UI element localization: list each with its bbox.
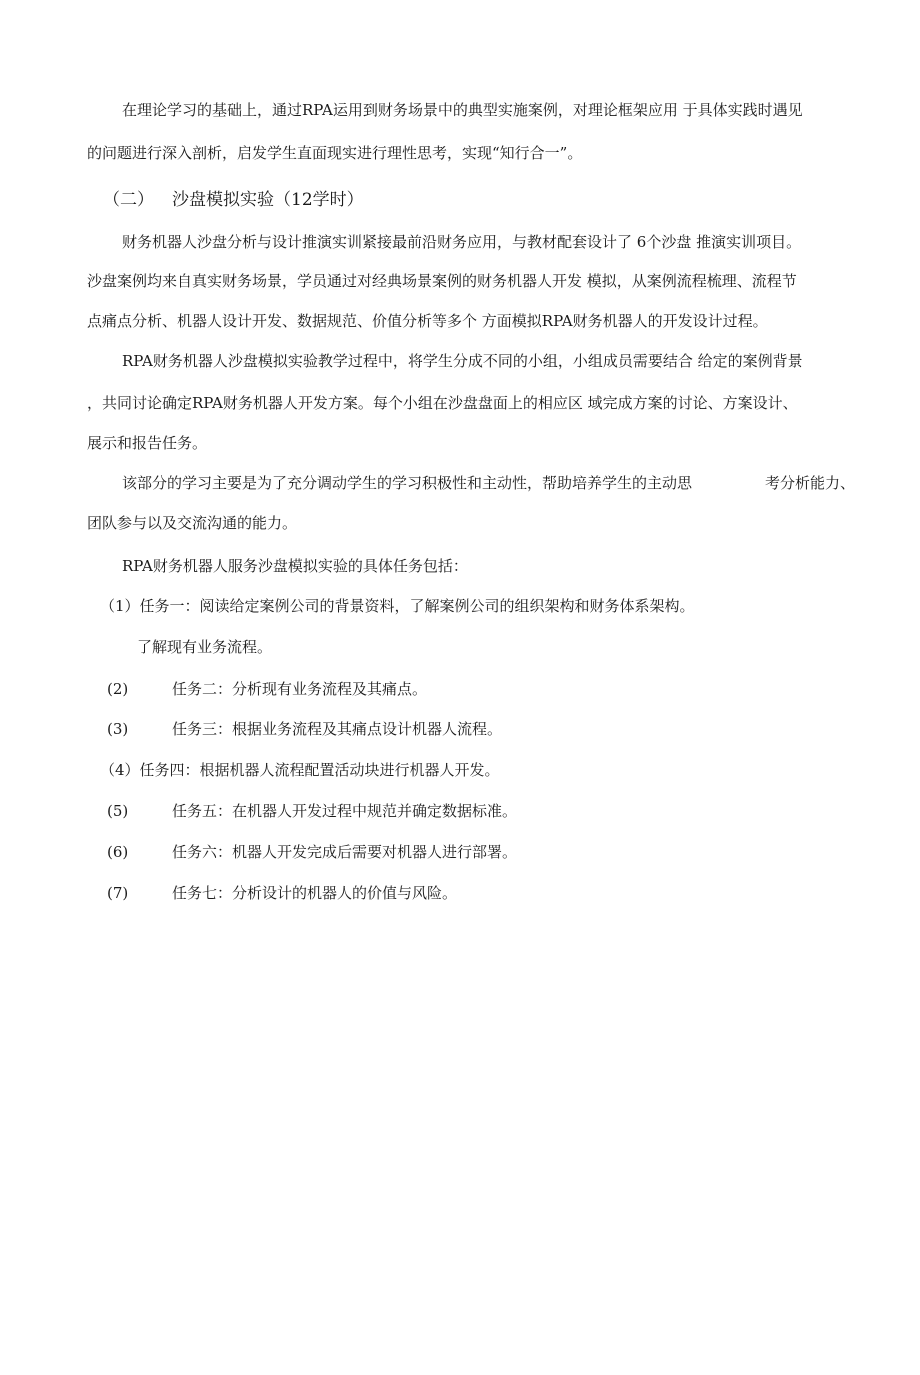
para5-line1: RPA财务机器人服务沙盘模拟实验的具体任务包括：: [122, 557, 468, 575]
task-7-number: (7): [107, 884, 129, 902]
para4-line2: 团队参与以及交流沟通的能力。: [87, 514, 298, 532]
para4-line1b: 考分析能力、: [765, 474, 856, 492]
task-5: 任务五：在机器人开发过程中规范并确定数据标准。: [172, 802, 518, 820]
task-2: 任务二：分析现有业务流程及其痛点。: [172, 680, 428, 698]
task-3: 任务三：根据业务流程及其痛点设计机器人流程。: [172, 720, 503, 738]
para3-line2: ，共同讨论确定RPA财务机器人开发方案。每个小组在沙盘盘面上的相应区 域完成方案的讨论、方案设计、: [87, 394, 798, 412]
task-1-continued: 了解现有业务流程。: [137, 638, 273, 656]
para3-line3: 展示和报告任务。: [87, 434, 208, 452]
para2-line2: 沙盘案例均来自真实财务场景，学员通过对经典场景案例的财务机器人开发 模拟，从案例流程梳理、流程节: [87, 272, 797, 290]
task-6-number: (6): [107, 843, 129, 861]
para3-line1: RPA财务机器人沙盘模拟实验教学过程中，将学生分成不同的小组，小组成员需要结合 给定的案例背景: [122, 352, 803, 370]
para1-line1: 在理论学习的基础上，通过RPA运用到财务场景中的典型实施案例，对理论框架应用 于具体实践时遇见: [122, 101, 803, 119]
para4-line1a: 该部分的学习主要是为了充分调动学生的学习积极性和主动性，帮助培养学生的主动思: [122, 474, 693, 492]
task-4: （4）任务四：根据机器人流程配置活动块进行机器人开发。: [100, 761, 500, 779]
section-title: 沙盘模拟实验（12学时）: [172, 190, 364, 210]
para2-line3: 点痛点分析、机器人设计开发、数据规范、价值分析等多个 方面模拟RPA财务机器人的开发设计过程。: [87, 312, 768, 330]
section-number: （二）: [103, 190, 154, 210]
para1-line2: 的问题进行深入剖析，启发学生直面现实进行理性思考，实现“知行合一”。: [87, 144, 583, 162]
task-2-number: (2): [107, 680, 129, 698]
task-6: 任务六：机器人开发完成后需要对机器人进行部署。: [172, 843, 518, 861]
task-5-number: (5): [107, 802, 129, 820]
para2-line1: 财务机器人沙盘分析与设计推演实训紧接最前沿财务应用，与教材配套设计了 6个沙盘 推演实训项目。: [122, 233, 802, 251]
task-7: 任务七：分析设计的机器人的价值与风险。: [172, 884, 458, 902]
task-1: （1）任务一：阅读给定案例公司的背景资料，了解案例公司的组织架构和财务体系架构。: [100, 597, 695, 615]
task-3-number: (3): [107, 720, 129, 738]
